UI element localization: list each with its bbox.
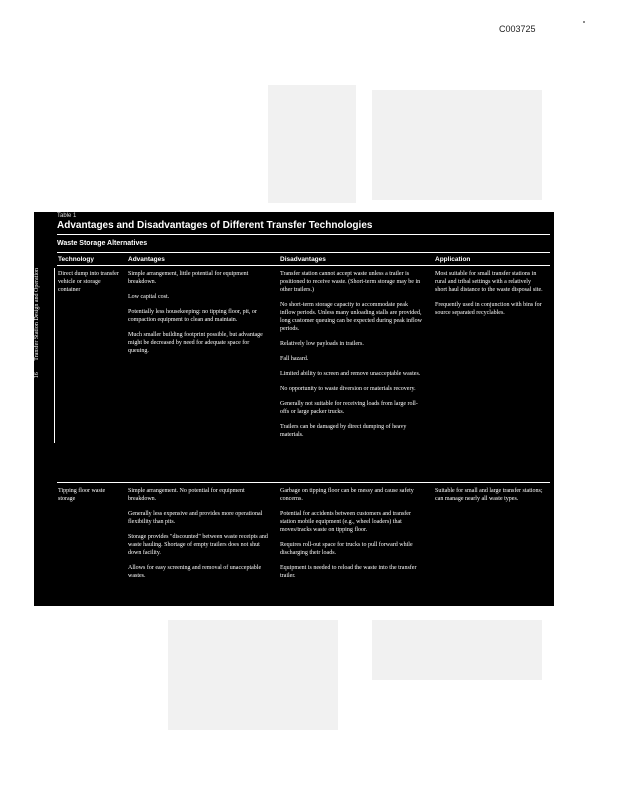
bleed-through-text-block [372,620,542,680]
table-row-1-disadvantages [280,270,422,446]
advantage-item: Generally less expensive and provides more operational flexibility than pits. [128,511,263,525]
disadvantage-item: Fall hazard. [280,356,309,362]
table-row-1-technology: Direct dump into transfer vehicle or storage container [58,271,119,293]
table-row-2-application [435,487,543,510]
disadvantage-item: Garbage on tipping floor can be messy and cause safety concerns. [280,488,414,502]
disadvantage-item: Relatively low payloads in trailers. [280,341,364,347]
row-divider [57,482,550,483]
table-number: Table 1 [57,213,77,219]
running-header [34,268,48,378]
disadvantage-item: No opportunity to waste diversion or materials recovery. [280,386,416,392]
advantage-item: Potentially less housekeeping: no tipping floor, pit, or compaction equipment to clean and maintain. [128,309,257,323]
bleed-through-text-block [168,620,338,730]
column-header-technology: Technology [58,256,94,263]
header-bottom-rule [57,265,550,266]
advantage-item: Low capital cost. [128,294,170,300]
application-item: Frequently used in conjunction with bins for source separated recyclables. [435,302,542,316]
column-header-disadvantages: Disadvantages [280,256,326,263]
disadvantage-item: No short-term storage capacity to accommodate peak inflow periods. Unless many unloading stalls are provided, long customer queuing can be expected during peak inflow periods. [280,302,422,332]
table-row-1-application [435,270,543,324]
table-row-1-advantages [128,270,268,362]
disadvantage-item: Limited ability to screen and remove unacceptable wastes. [280,371,421,377]
advantage-item: Allows for easy screening and removal of unacceptable wastes. [128,565,262,579]
disadvantage-item: Transfer station cannot accept waste unless a trailer is positioned to receive waste. (Short-term storage may be in other trailers.) [280,271,421,293]
column-header-application: Application [435,256,471,263]
page-number: 16 [34,372,40,379]
column-header-advantages: Advantages [128,256,165,263]
bleed-through-text-block [268,85,356,203]
disadvantage-item: Trailers can be damaged by direct dumping of heavy materials. [280,424,407,438]
advantage-item: Much smaller building footprint possible, but advantage might be decreased by need for adequate space for queuing. [128,332,263,354]
disadvantage-item: Potential for accidents between customers and transfer station mobile equipment (e.g., wheel loaders) that moves/tracks waste on tipping floor. [280,511,411,533]
disadvantage-item: Equipment is needed to reload the waste into the transfer trailer. [280,565,417,579]
advantage-item: Simple arrangement, little potential for equipment breakdown. [128,271,249,285]
advantage-item: Storage provides "discounted" between waste receipts and waste hauling. Shortage of empty trailers does not shut down facility. [128,534,268,556]
advantage-item: Simple arrangement. No potential for equipment breakdown. [128,488,245,502]
application-item: Most suitable for small transfer stations in rural and tribal settings with a relatively short haul distance to the waste disposal site. [435,271,543,293]
table-row-2-disadvantages [280,487,422,587]
running-header-text: Transfer Station Design and Operation [34,268,40,361]
application-item: Suitable for small and large transfer stations; can manage nearly all waste types. [435,488,543,502]
table-row-2-advantages [128,487,268,587]
scan-speck [583,21,585,23]
disadvantage-item: Generally not suitable for receiving loads from large roll-offs or large packer trucks. [280,401,418,415]
section-heading: Waste Storage Alternatives [57,240,148,247]
title-rule [57,234,550,235]
document-id: C003725 [499,24,536,34]
table-title: Advantages and Disadvantages of Different Transfer Technologies [57,220,373,231]
disadvantage-item: Requires roll-out space for trucks to pull forward while discharging their loads. [280,542,413,556]
table-row-2-technology: Tipping floor waste storage [58,488,106,502]
bleed-through-text-block [372,90,542,200]
row-marker-line [54,268,55,443]
header-top-rule [57,252,550,253]
